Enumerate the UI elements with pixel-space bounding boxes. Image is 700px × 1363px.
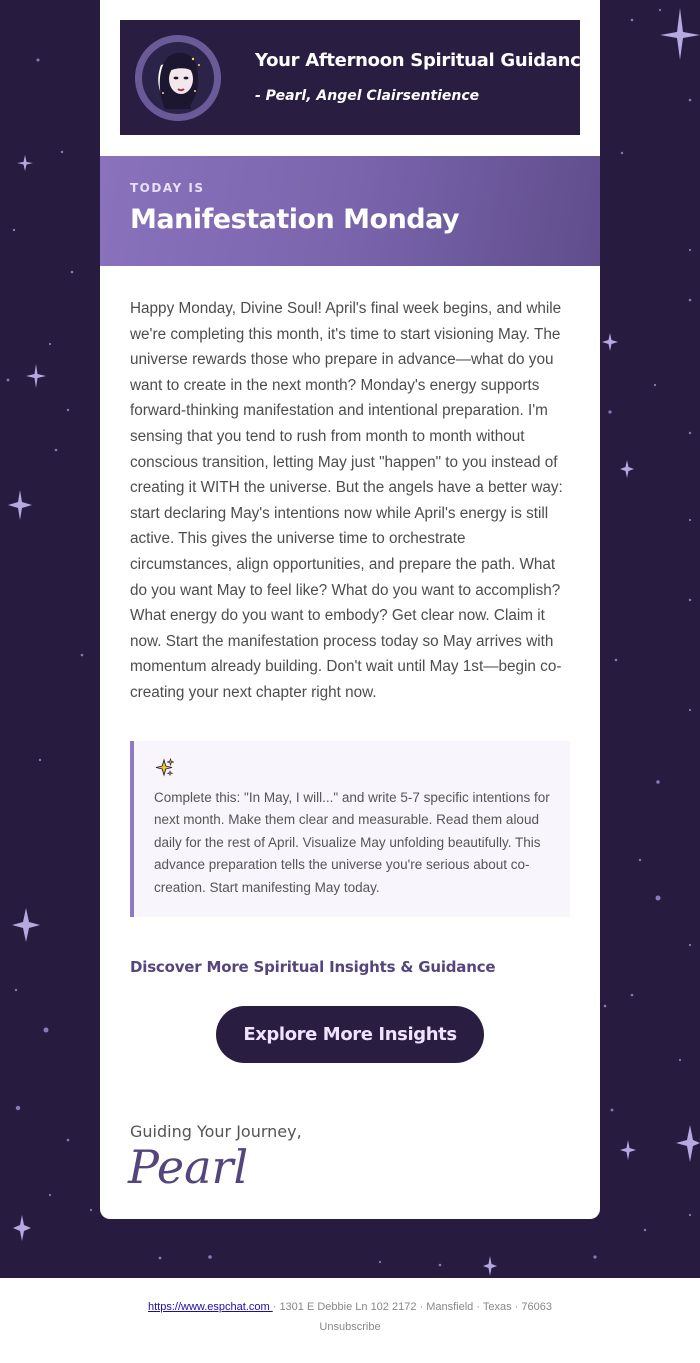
banner-kicker: TODAY IS	[130, 181, 205, 195]
email-footer	[0, 1278, 700, 1363]
unsubscribe-link[interactable]: Unsubscribe	[319, 1321, 381, 1333]
footer-address-line	[0, 1301, 700, 1313]
header-subtitle: - Pearl, Angel Clairsentience	[255, 88, 480, 104]
action-tip-box	[130, 741, 570, 917]
email-card	[100, 0, 600, 1219]
tip-text: Complete this: "In May, I will..." and write 5-7 specific intentions for next month. Make them clear and measurable. Read them aloud daily for the rest of April. Visualize May unfolding beautifully. This advance preparation tells the universe you're serious about co-creation. Start manifesting May today.	[154, 790, 550, 895]
angel-avatar-icon	[135, 35, 221, 121]
guidance-message: Happy Monday, Divine Soul! April's final week begins, and while we're completing this month, it's time to start visioning May. The universe rewards those who prepare in advance—what do you want to create in the next month? Monday's energy supports forward-thinking manifestation and intentional preparation. I'm sensing that you tend to rush from month to month without conscious transition, letting May just "happen" to you instead of creating it WITH the universe. But the angels have a better way: start declaring May's intentions now while April's energy is still active. This gives the universe time to orchestrate circumstances, align opportunities, and prepare the path. What do you want May to feel like? What do you want to accomplish? What energy do you want to embody? Get clear now. Claim it now. Start the manifestation process today so May arrives with momentum already building. Don't wait until May 1st—begin co-creating your next chapter right now.	[130, 300, 563, 701]
day-banner	[100, 156, 600, 266]
footer-address: · 1301 E Debbie Ln 102 2172 · Mansfield · Texas · 76063	[272, 1301, 552, 1313]
signature: Pearl	[128, 1140, 249, 1194]
website-link[interactable]: https://www.espchat.com	[148, 1301, 273, 1313]
sparkles-icon	[155, 758, 175, 778]
header-title: Your Afternoon Spiritual Guidance	[255, 50, 593, 71]
explore-more-button[interactable]: Explore More Insights	[216, 1006, 484, 1063]
discover-heading: Discover More Spiritual Insights & Guidance	[130, 958, 496, 976]
banner-title: Manifestation Monday	[130, 204, 460, 235]
email-header	[120, 20, 593, 135]
signoff-line: Guiding Your Journey,	[130, 1122, 302, 1141]
